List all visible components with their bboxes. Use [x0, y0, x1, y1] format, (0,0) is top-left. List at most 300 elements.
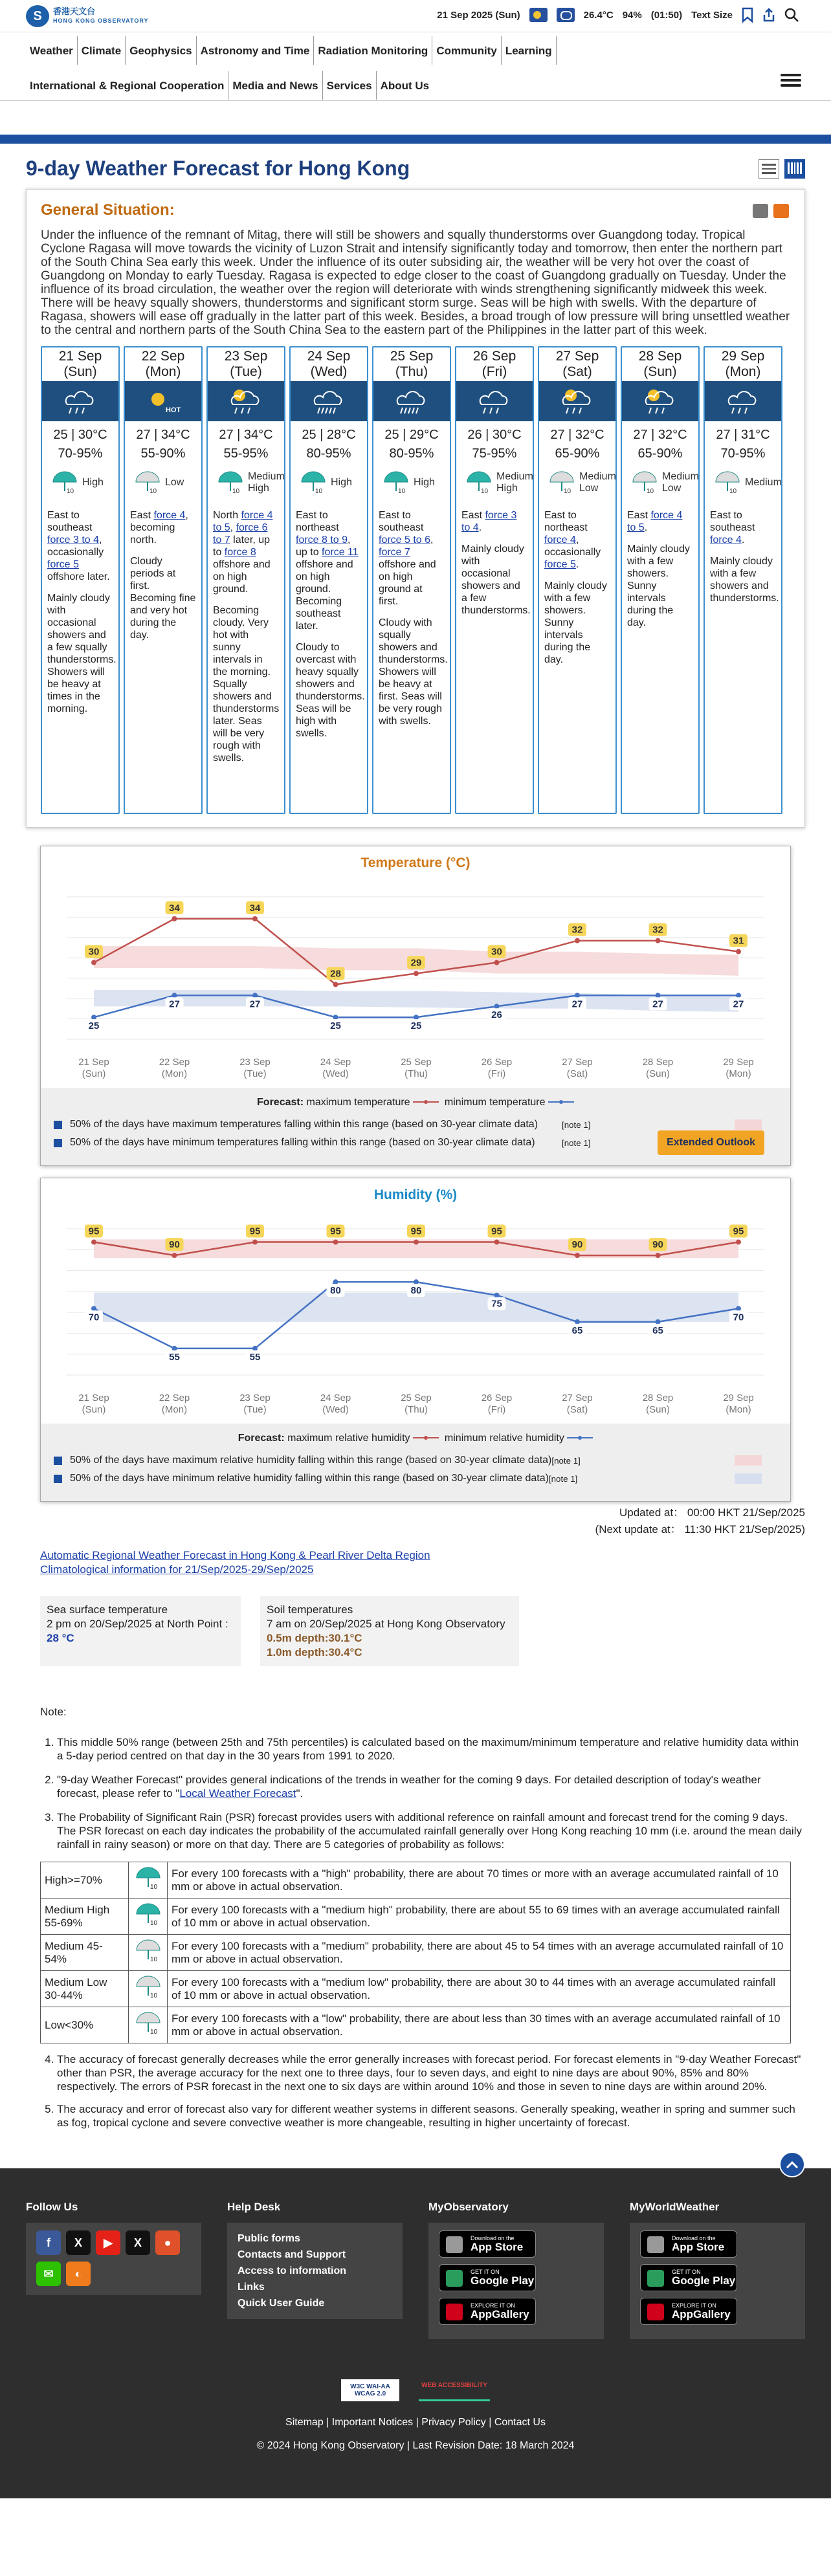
data-point[interactable]: [252, 1240, 258, 1245]
forecast-humidity: 55-95%: [223, 446, 269, 461]
psr-umbrella-icon: [465, 470, 493, 495]
data-point[interactable]: [494, 1293, 500, 1298]
note-2: 2. "9-day Weather Forecast" provides general indications of the trends in weather for the coming 9 days. For detailed description of today's weather forecast, please refer to "Local Weather Forecast".: [57, 1773, 805, 1800]
data-label: 30: [88, 946, 100, 958]
weather-icon-box: [456, 381, 533, 421]
data-point[interactable]: [575, 1253, 580, 1258]
psr-indicator: [42, 470, 118, 495]
x-tick-dow: (Mon): [161, 1068, 188, 1079]
data-label: 32: [571, 924, 583, 936]
humidity-chart-panel: Humidity (%) 95 90 95 95 95 95 90 90 95 70 55 55 80 80 75 65 65 70 21 Sep (Sun) 22 Sep (Mon) 23 Sep (Tue) 24 Sep (Wed) 25 Sep (Thu) 26 Sep (Fri) 27 Sep (Sat) 28 Sep (Sun) 29 Sep (Mon) Forecast: maximum relative humidity minimum relative humidity 50% of the days have maximum relative humidity falling within this range (based on 30-year climate data) [note 1] 50% of the days have minimum relative humidity falling within this range (based on 30-year climate data) [note 1]: [40, 1178, 791, 1502]
print-icon[interactable]: [753, 204, 768, 218]
google-play-badge[interactable]: GET IT ON Google Play: [640, 2264, 737, 2291]
link-separator: |: [323, 2417, 332, 2428]
svg-text:10: 10: [729, 488, 737, 495]
extended-outlook-button[interactable]: Extended Outlook: [658, 1130, 764, 1155]
weather-icon-box: [42, 381, 118, 421]
forecast-weather: Cloudy periods at first. Becoming fine and very hot during the day.: [130, 556, 196, 641]
data-label: 70: [88, 1312, 100, 1323]
svg-text:10: 10: [647, 488, 654, 495]
data-point[interactable]: [91, 1015, 96, 1020]
psr-table-row: [41, 2007, 791, 2043]
data-point[interactable]: [252, 993, 258, 998]
psr-indicator: [622, 470, 698, 495]
data-label: 31: [733, 935, 744, 947]
bookmark-icon[interactable]: [742, 8, 753, 22]
weibo-icon[interactable]: ●: [155, 2230, 180, 2255]
svg-text:10: 10: [232, 488, 240, 495]
forecast-temperature: 25 | 30°C: [53, 428, 107, 442]
x-tick-dow: (Sun): [82, 1068, 106, 1079]
psr-umbrella-icon: [300, 470, 327, 495]
myworldweather-stores: [630, 2223, 805, 2339]
humidity-legend: Forecast: maximum relative humidity minimum relative humidity: [54, 1433, 777, 1444]
humidity-chart-title: Humidity (%): [373, 1187, 458, 1202]
weather-status-icon[interactable]: [557, 8, 575, 22]
climatological-info-link[interactable]: Climatological information for 21/Sep/2025-29/Sep/2025: [40, 1563, 314, 1576]
psr-table-row: [41, 1935, 791, 1971]
x-tick-label: 27 Sep: [562, 1057, 593, 1068]
data-label: 65: [652, 1325, 663, 1336]
max-range-swatch: [735, 1119, 762, 1130]
beaufort-force-link[interactable]: force 11: [322, 547, 359, 558]
rss-icon[interactable]: [773, 204, 789, 218]
nav-item-learning[interactable]: Learning: [502, 36, 557, 65]
x-tick-dow: (Sat): [566, 1068, 588, 1079]
x-tick-dow: (Fri): [487, 1068, 506, 1079]
forecast-cards: [41, 346, 790, 814]
psr-table-row: [41, 1899, 791, 1935]
footer-link[interactable]: Important Notices: [331, 2417, 414, 2428]
forecast-humidity: 70-95%: [58, 446, 103, 461]
psr-icon-cell: [129, 2007, 168, 2043]
psr-indicator: [125, 470, 201, 495]
help-link[interactable]: Links: [238, 2282, 265, 2293]
soil-temperature-box: Soil temperatures 7 am on 20/Sep/2025 at Hong Kong Observatory 0.5m depth:30.1°C 1.0m depth:30.4°C: [260, 1596, 519, 1666]
grid-view-icon[interactable]: [784, 159, 805, 179]
forecast-humidity: 65-90%: [555, 446, 600, 461]
data-point[interactable]: [172, 993, 177, 998]
x-tick-dow: (Sun): [646, 1068, 670, 1079]
data-point[interactable]: [736, 1240, 741, 1245]
nav-item-services[interactable]: Services: [323, 71, 377, 100]
nav-item-astronomy-and-time[interactable]: Astronomy and Time: [197, 36, 315, 65]
weather-icon-box: [373, 381, 450, 421]
showers-icon: [724, 386, 762, 416]
data-label: 55: [249, 1351, 261, 1363]
x-tick-dow: (Tue): [243, 1068, 267, 1079]
general-situation-title: General Situation:: [41, 201, 175, 219]
weather-icon-box: [291, 381, 367, 421]
psr-indicator: [373, 470, 450, 495]
psr-label: Medium Low: [579, 471, 616, 494]
appgallery-badge[interactable]: EXPLORE IT ON AppGallery: [439, 2298, 536, 2325]
forecast-card: [704, 346, 782, 814]
store-logo-icon: [647, 2236, 664, 2253]
max-range-checkbox[interactable]: [54, 1121, 62, 1129]
note-4: 4. The accuracy of forecast generally decreases while the error generally increases with forecast period. For forecast elements in "9-day Weather Forecast" other than PSR, the average accuracy for the next one to three days, four to seven days, and eight to nine days are about 90%, 85% and 80% respectively. The errors of PSR forecast in the next one to six days are within around 10% and those in seven to nine days are within around 20%.: [57, 2053, 805, 2093]
psr-indicator: [456, 470, 533, 495]
data-point[interactable]: [575, 1319, 580, 1325]
data-point[interactable]: [91, 1306, 96, 1311]
appgallery-badge[interactable]: EXPLORE IT ON AppGallery: [640, 2298, 737, 2325]
data-point[interactable]: [656, 993, 661, 998]
help-link[interactable]: Public forms: [238, 2233, 300, 2244]
showers-icon: [61, 386, 100, 416]
psr-indicator: [291, 470, 367, 495]
data-label: 95: [88, 1226, 100, 1237]
data-point[interactable]: [91, 960, 96, 965]
min-range-checkbox[interactable]: [54, 1475, 62, 1483]
psr-label: Medium: [745, 477, 782, 488]
nav-item-geophysics[interactable]: Geophysics: [126, 36, 196, 65]
data-label: 70: [733, 1312, 744, 1323]
psr-category: Medium High 55-69%: [41, 1899, 129, 1935]
web-accessibility-badge[interactable]: WEB ACCESSIBILITY: [419, 2379, 490, 2401]
forecast-card: [124, 346, 203, 814]
data-point[interactable]: [494, 960, 500, 965]
local-weather-forecast-link[interactable]: Local Weather Forecast: [179, 1787, 296, 1800]
x-icon[interactable]: X: [126, 2230, 150, 2255]
weather-icon-box: [125, 381, 201, 421]
data-label: 80: [330, 1285, 341, 1297]
store-logo-icon: [446, 2304, 463, 2320]
psr-label: Medium High: [248, 471, 285, 494]
data-label: 27: [249, 998, 261, 1010]
wcag-badge[interactable]: W3C WAI-AA WCAG 2.0: [341, 2379, 399, 2401]
nav-item-weather[interactable]: Weather: [26, 36, 78, 65]
footer-link[interactable]: Sitemap: [285, 2417, 324, 2428]
data-label: 90: [571, 1239, 583, 1251]
psr-description: For every 100 forecasts with a "low" probability, there are about less than 30 times with an average accumulated rainfall of 10 mm or above in actual observation.: [168, 2007, 791, 2043]
forecast-card: [289, 346, 368, 814]
x-tick-dow: (Mon): [726, 1068, 751, 1079]
weather-warning-icon[interactable]: [529, 8, 548, 22]
psr-umbrella-icon: [217, 470, 244, 495]
store-logo-icon: [446, 2236, 463, 2253]
data-point[interactable]: [172, 1346, 177, 1351]
x-tick-dow: (Mon): [161, 1404, 188, 1415]
psr-icon-cell: [129, 1971, 168, 2007]
forecast-panel: [26, 189, 805, 828]
help-desk-links: [227, 2223, 403, 2319]
psr-icon-cell: [129, 1862, 168, 1899]
forecast-humidity: 70-95%: [720, 446, 766, 461]
beaufort-force-link[interactable]: force 5: [47, 559, 79, 570]
list-view-icon[interactable]: [759, 159, 779, 179]
weather-icon-box: [622, 381, 698, 421]
data-point[interactable]: [736, 993, 741, 998]
search-icon[interactable]: [784, 8, 799, 22]
logo-text-zh: 香港天文台: [53, 6, 96, 16]
beaufort-force-link[interactable]: force 4: [153, 510, 186, 521]
app-store-badge[interactable]: Download on the App Store: [439, 2230, 536, 2258]
store-logo-icon: [446, 2270, 463, 2287]
help-link[interactable]: Contacts and Support: [238, 2249, 346, 2260]
data-point[interactable]: [333, 982, 338, 987]
forecast-card: [455, 346, 534, 814]
forecast-weather: Cloudy to overcast with heavy squally showers and thunderstorms. Seas will be high with swells.: [296, 642, 365, 739]
x-tick-label: 23 Sep: [239, 1057, 271, 1068]
x-tick-label: 22 Sep: [159, 1393, 190, 1404]
forecast-humidity: 55-90%: [140, 446, 186, 461]
beaufort-force-link[interactable]: force 5 to 6: [379, 534, 431, 545]
nav-item-climate[interactable]: Climate: [78, 36, 126, 65]
help-link[interactable]: Quick User Guide: [238, 2298, 325, 2309]
data-point[interactable]: [333, 1279, 338, 1284]
svg-text:10: 10: [150, 2029, 157, 2036]
psr-umbrella-icon: [51, 470, 78, 495]
note-3: 3. The Probability of Significant Rain (PSR) forecast provides users with additional reference on rainfall amount and forecast trend for the coming 9 days. The PSR forecast on each day indicates the probability of the accumulated rainfall generally over Hong Kong reaching 10 mm (i.e. around the mean daily rainfall in rainy season) or more on that day. There are 5 categories of probability as follows:: [57, 1811, 805, 1851]
data-label: 55: [169, 1351, 180, 1363]
nav-item-media-and-news[interactable]: Media and News: [228, 71, 322, 100]
psr-indicator: [539, 470, 615, 495]
max-range-swatch: [735, 1455, 762, 1466]
data-point[interactable]: [575, 993, 580, 998]
beaufort-force-link[interactable]: force 7: [379, 547, 410, 558]
data-point[interactable]: [656, 1319, 661, 1325]
link-separator: |: [485, 2417, 494, 2428]
forecast-wind: East to southeast force 4.: [710, 510, 755, 545]
current-humidity: 94%: [622, 9, 642, 21]
temperature-legend: Forecast: maximum temperature minimum temperature: [54, 1097, 777, 1108]
psr-label: High: [414, 477, 435, 488]
help-link[interactable]: Access to information: [238, 2265, 347, 2276]
forecast-wind: East to northeast force 8 to 9, up to force 11 offshore and on high ground. Becoming southeast later.: [296, 510, 359, 632]
data-label: 25: [410, 1020, 422, 1032]
data-point[interactable]: [736, 1306, 741, 1311]
wechat-icon[interactable]: ✉: [36, 2262, 61, 2286]
beaufort-force-link[interactable]: force 5: [544, 559, 576, 570]
x-tick-label: 21 Sep: [78, 1393, 109, 1404]
forecast-wind: East to southeast force 3 to 4, occasionally force 5 offshore later.: [47, 510, 110, 582]
forecast-date: 24 Sep (Wed): [307, 349, 351, 379]
note-5: 5. The accuracy and error of forecast also vary for different weather systems in different seasons. Generally speaking, weather in spring and summer such as fog, tropical cyclone and severe convective weather is more changeable, resulting in higher uncertainty of forecast.: [57, 2102, 805, 2130]
x-icon[interactable]: X: [66, 2230, 91, 2255]
beaufort-force-link[interactable]: force 4: [710, 534, 742, 545]
x-tick-label: 22 Sep: [159, 1057, 190, 1068]
beaufort-force-link[interactable]: force 8 to 9: [296, 534, 348, 545]
x-tick-label: 25 Sep: [401, 1393, 432, 1404]
forecast-temperature: 25 | 29°C: [384, 428, 439, 442]
forecast-wind: East force 4 to 5.: [627, 510, 683, 533]
notes-section: [40, 1705, 805, 1851]
psr-description: For every 100 forecasts with a "medium" probability, there are about 45 to 54 times with an average accumulated rainfall of 10 mm or above in actual observation.: [168, 1935, 791, 1971]
nav-item-about-us[interactable]: About Us: [380, 79, 430, 92]
max-line-swatch: [413, 1099, 439, 1105]
svg-text:10: 10: [150, 1920, 157, 1927]
data-point[interactable]: [333, 1240, 338, 1245]
weather-icon-box: [208, 381, 284, 421]
share-icon[interactable]: [762, 8, 775, 22]
data-label: 90: [652, 1239, 663, 1251]
x-tick-dow: (Thu): [404, 1068, 428, 1079]
forecast-date: 28 Sep (Sun): [638, 349, 682, 379]
social-icons: [26, 2223, 201, 2295]
regional-forecast-link[interactable]: Automatic Regional Weather Forecast in Hong Kong & Pearl River Delta Region: [40, 1549, 430, 1561]
forecast-temperature: 27 | 34°C: [136, 428, 190, 442]
youtube-icon[interactable]: ▶: [96, 2230, 120, 2255]
google-play-badge[interactable]: GET IT ON Google Play: [439, 2264, 536, 2291]
text-size-button[interactable]: Text Size: [691, 9, 733, 21]
forecast-temperature: 26 | 30°C: [467, 428, 522, 442]
x-tick-dow: (Mon): [726, 1404, 751, 1415]
svg-text:10: 10: [150, 488, 157, 495]
forecast-date: 25 Sep (Thu): [390, 349, 434, 379]
psr-umbrella-icon: [135, 1866, 162, 1891]
back-to-top-icon[interactable]: [779, 2152, 805, 2177]
beaufort-force-link[interactable]: force 8: [224, 547, 256, 558]
beaufort-force-link[interactable]: force 4 to 5: [213, 510, 273, 533]
x-tick-label: 24 Sep: [320, 1393, 351, 1404]
data-label: 34: [249, 902, 261, 914]
psr-table-row: [41, 1862, 791, 1899]
x-tick-dow: (Wed): [322, 1404, 349, 1415]
page-title: 9-day Weather Forecast for Hong Kong: [26, 157, 410, 180]
psr-category: Low<30%: [41, 2007, 129, 2043]
data-label: 95: [491, 1226, 502, 1237]
data-point[interactable]: [172, 916, 177, 921]
x-tick-label: 28 Sep: [642, 1393, 674, 1404]
psr-umbrella-icon: [134, 470, 161, 495]
main-navigation: [0, 32, 831, 101]
data-label: 95: [330, 1226, 341, 1237]
hamburger-menu-icon[interactable]: [781, 71, 801, 88]
min-range-band: [94, 990, 738, 1012]
forecast-temperature: 25 | 28°C: [302, 428, 356, 442]
data-point[interactable]: [414, 1015, 419, 1020]
min-range-checkbox[interactable]: [54, 1139, 62, 1147]
psr-table: [40, 1862, 791, 2043]
min-line-swatch: [548, 1099, 574, 1105]
forecast-weather: Cloudy with squally showers and thunderstorms. Showers will be heavy at first. Seas will be very rough with swells.: [379, 617, 448, 727]
forecast-weather: Mainly cloudy with occasional showers and a few squally thunderstorms. Showers will be heavy at times in the morning.: [47, 593, 116, 714]
forecast-weather: Mainly cloudy with a few showers. Sunny intervals during the day.: [627, 544, 690, 628]
forecast-weather: Mainly cloudy with a few showers and thunderstorms.: [710, 556, 779, 604]
logo-mark-icon: S: [26, 5, 49, 27]
nav-item-community[interactable]: Community: [432, 36, 502, 65]
forecast-humidity: 65-90%: [637, 446, 683, 461]
data-point[interactable]: [656, 938, 661, 943]
weather-icon-box: [705, 381, 781, 421]
data-point[interactable]: [736, 949, 741, 954]
beaufort-force-link[interactable]: force 3 to 4: [461, 510, 517, 533]
forecast-humidity: 80-95%: [306, 446, 351, 461]
data-label: 80: [410, 1285, 422, 1297]
very-hot-icon: [144, 386, 183, 416]
showers-icon: [475, 386, 514, 416]
data-point[interactable]: [333, 1015, 338, 1020]
forecast-card: [206, 346, 285, 814]
x-tick-dow: (Wed): [322, 1068, 349, 1079]
data-point[interactable]: [252, 916, 258, 921]
psr-label: Medium High: [496, 471, 533, 494]
data-label: 27: [169, 998, 180, 1010]
x-tick-label: 26 Sep: [481, 1057, 513, 1068]
data-point[interactable]: [414, 1279, 419, 1284]
current-date: 21 Sep 2025 (Sun): [437, 9, 520, 21]
current-time: (01:50): [650, 9, 683, 21]
beaufort-force-link[interactable]: force 4 to 5: [627, 510, 683, 533]
help-desk-heading: Help Desk: [227, 2201, 281, 2213]
beaufort-force-link[interactable]: force 3 to 4: [47, 534, 100, 545]
psr-label: Low: [165, 477, 184, 488]
data-point[interactable]: [494, 1240, 500, 1245]
follow-us-heading: Follow Us: [26, 2201, 78, 2213]
myobservatory-heading: MyObservatory: [428, 2201, 509, 2213]
data-point[interactable]: [91, 1240, 96, 1245]
data-point[interactable]: [414, 1240, 419, 1245]
data-point[interactable]: [414, 971, 419, 976]
data-label: 27: [571, 998, 583, 1010]
forecast-temperature: 27 | 32°C: [550, 428, 604, 442]
x-tick-label: 23 Sep: [239, 1393, 271, 1404]
psr-umbrella-icon: [631, 470, 658, 495]
temperature-chart-panel: Temperature (°C) 30 34 34 28 29 30 32 32 31 25 27 27 25 25 26 27 27 27 21 Sep (Sun) 22 Sep (Mon) 23 Sep (Tue) 24 Sep (Wed) 25 Sep (Thu) 26 Sep (Fri) 27 Sep (Sat) 28 Sep (Sun) 29 Sep (Mon) Forecast: maximum temperature minimum temperature 50% of the days have maximum temperatures falling within this range (based on 30-year climate data) [note 1] 50% of the days have minimum temperatures falling within this range (based on 30-year climate data) [note 1] Extended Outlook: [40, 846, 791, 1166]
data-label: 90: [169, 1239, 180, 1251]
data-label: 95: [410, 1226, 422, 1237]
note-1: 1. This middle 50% range (between 25th and 75th percentiles) is calculated based on the maximum/minimum temperature and relative humidity data within a 5-day period centred on that day in the 30 years from 1991 to 2020.: [57, 1735, 805, 1763]
forecast-card: [621, 346, 700, 814]
x-tick-label: 29 Sep: [723, 1057, 754, 1068]
svg-text:10: 10: [150, 1884, 157, 1891]
temperature-chart-title: Temperature (°C): [360, 855, 471, 870]
nav-item-radiation-monitoring[interactable]: Radiation Monitoring: [314, 36, 432, 65]
beaufort-force-link[interactable]: force 6 to 7: [213, 522, 268, 545]
max-line-swatch: [413, 1435, 439, 1441]
data-point[interactable]: [656, 1253, 661, 1258]
data-point[interactable]: [252, 1346, 258, 1351]
app-store-badge[interactable]: Download on the App Store: [640, 2230, 737, 2258]
psr-indicator: [705, 470, 781, 495]
data-label: 25: [330, 1020, 341, 1032]
psr-table-row: [41, 1971, 791, 2007]
instagram-icon[interactable]: ◐: [66, 2262, 91, 2286]
data-label: 27: [733, 998, 744, 1010]
facebook-icon[interactable]: f: [36, 2230, 61, 2255]
data-label: 29: [410, 957, 422, 969]
data-point[interactable]: [494, 1004, 500, 1009]
x-tick-label: 27 Sep: [562, 1393, 593, 1404]
humidity-chart: [41, 1203, 790, 1420]
psr-label: High: [331, 477, 352, 488]
sunny-showers-icon: [227, 386, 265, 416]
forecast-humidity: 80-95%: [389, 446, 434, 461]
x-tick-label: 25 Sep: [401, 1057, 432, 1068]
footer-link[interactable]: Contact Us: [494, 2417, 546, 2428]
min-range-swatch: [735, 1473, 762, 1484]
footer-link[interactable]: Privacy Policy: [421, 2417, 486, 2428]
psr-umbrella-icon: [548, 470, 575, 495]
store-logo-icon: [647, 2304, 664, 2320]
max-range-checkbox[interactable]: [54, 1457, 62, 1465]
x-tick-dow: (Sat): [566, 1404, 588, 1415]
nav-item-international-regional-cooperation[interactable]: International & Regional Cooperation: [26, 71, 228, 100]
beaufort-force-link[interactable]: force 4: [544, 534, 576, 545]
data-label: 28: [330, 968, 341, 980]
data-label: 30: [491, 946, 502, 958]
forecast-wind: East force 3 to 4.: [461, 510, 517, 533]
hko-logo[interactable]: [26, 5, 149, 27]
data-point[interactable]: [172, 1253, 177, 1258]
link-separator: |: [413, 2417, 422, 2428]
forecast-date: 27 Sep (Sat): [555, 349, 599, 379]
data-point[interactable]: [575, 938, 580, 943]
forecast-date: 22 Sep (Mon): [141, 349, 185, 379]
weather-icon-box: [539, 381, 615, 421]
next-update: (Next update at： 11:30 HKT 21/Sep/2025): [595, 1523, 805, 1536]
psr-label: Medium Low: [662, 471, 699, 494]
